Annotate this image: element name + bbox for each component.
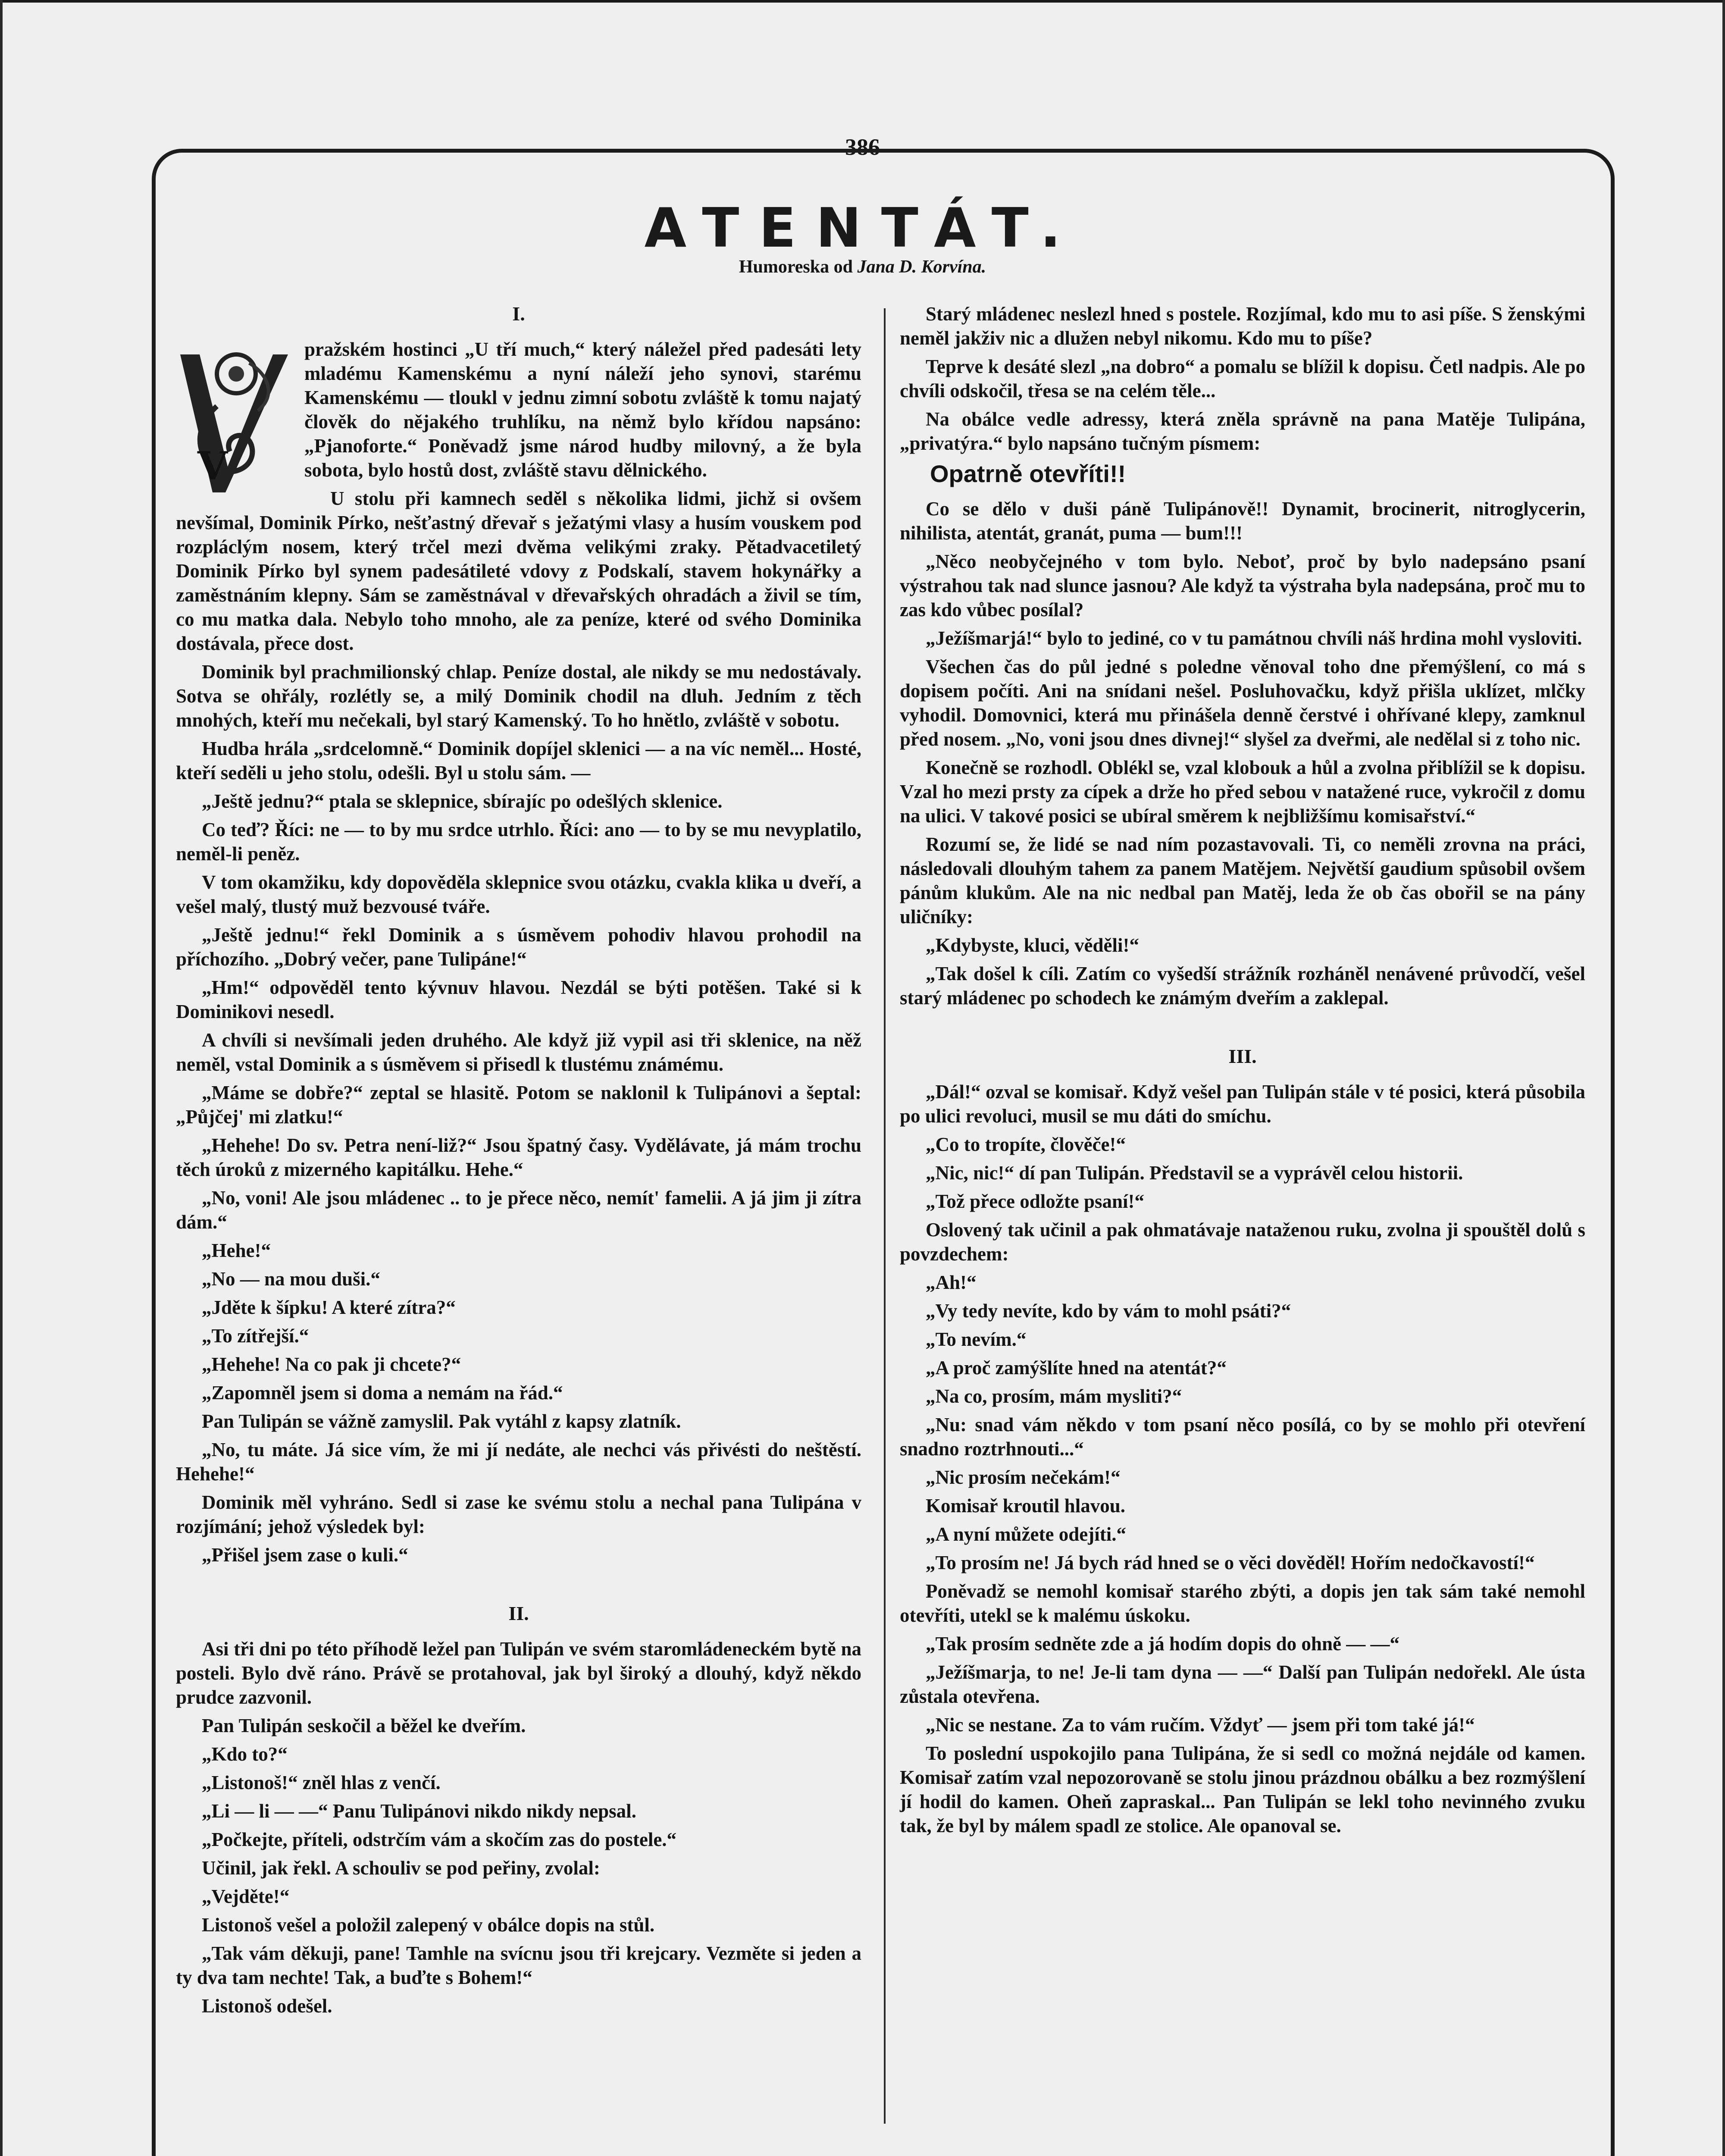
paragraph: „Ještě jednu!“ řekl Dominik a s úsměvem pohodiv hlavou prohodil na příchozího. „Dobrý večer, pane Tulipáne!“ — [176, 924, 861, 970]
paragraph: „Nic se nestane. Za to vám ručím. Vždyť — jsem při tom také já!“ — [926, 1714, 1475, 1736]
paragraph: „Hehehe! Do sv. Petra není-liž?“ Jsou špatný časy. Vydělávate, já mám trochu těch úroků z mizerného kapitálku. Hehe.“ — [176, 1134, 861, 1180]
paragraph: Oslovený tak učinil a pak ohmatávaje nataženou ruku, zvolna ji spouštěl dolů s povzdechem: — [900, 1219, 1585, 1265]
right-column — [900, 302, 1585, 2130]
scan-right-edge — [1722, 0, 1725, 2156]
paragraph: „To zítřejší.“ — [202, 1325, 309, 1347]
paragraph: „Ježíšmarjá!“ bylo to jediné, co v tu památnou chvíli náš hrdina mohl vysloviti. — [926, 627, 1582, 649]
paragraph: Dominik měl vyhráno. Sedl si zase ke svému stolu a nechal pana Tulipána v rozjímání; jehož výsledek byl: — [176, 1492, 861, 1537]
paragraph: Komisař kroutil hlavou. — [926, 1495, 1125, 1517]
paragraph: „Li — li — —“ Panu Tulipánovi nikdo nikdy nepsal. — [202, 1800, 636, 1822]
section-2-text — [176, 1637, 861, 2018]
paragraph: „Tož přece odložte psaní!“ — [926, 1191, 1145, 1212]
paragraph: Dominik byl prachmilionský chlap. Peníze dostal, ale nikdy se mu nedostávaly. Sotva se ohřály, rozlétly se, a milý Dominik chodil na dluh. Jedním z těch mnohých, kteří mu nečekali, byl starý Kamenský. To ho hnětlo, zvláště v sobotu. — [176, 661, 861, 731]
paragraph: „Zapomněl jsem si doma a nemám na řád.“ — [202, 1382, 563, 1404]
paragraph: A chvíli si nevšímali jeden druhého. Ale když již vypil asi tři sklenice, na něž neměl, vstal Dominik a s úsměvem si přisedl k tlustému známému. — [176, 1029, 861, 1075]
paragraph: „Ježíšmarja, to ne! Je-li tam dyna — —“ Další pan Tulipán nedořekl. Ale ústa zůstala otevřena. — [900, 1661, 1585, 1707]
paragraph: „No, tu máte. Já sice vím, že mi jí nedáte, ale nechci vás přivésti do neštěstí. Hehehe!“ — [176, 1439, 861, 1485]
paragraph: V tom okamžiku, kdy dopověděla sklepnice svou otázku, cvakla klika u dveří, a vešel malý, tlustý muž bezvousé tváře. — [176, 871, 861, 917]
paragraph: Co teď? Říci: ne — to by mu srdce utrhlo. Říci: ano — to by se mu nevyplatilo, neměl-li peněz. — [176, 819, 861, 865]
paragraph: „A nyní můžete odejíti.“ — [926, 1523, 1126, 1545]
paragraph: „Jděte k šípku! A které zítra?“ — [202, 1297, 456, 1318]
column-divider — [884, 308, 886, 2124]
paragraph: „Co to tropíte, člověče!“ — [926, 1134, 1126, 1155]
paragraph: „Přišel jsem zase o kuli.“ — [202, 1544, 408, 1566]
paragraph: pražském hostinci „U tří much,“ který náležel před padesáti lety mladému Kamenskému a nyní náleží jeho synovi, starému Kamenskému — tloukl v jednu zimní sobotu zvláště k tomu najatý člověk do nějakého truhlíku, na němž bylo křídou napsáno: „Pjanoforte.“ Poněvadž jsme národ hudby milovný, a že byla sobota, bylo hostů dost, zvláště stavu dělnického. — [304, 338, 861, 481]
section-2-continued — [900, 302, 1585, 455]
dropcap-letter: V — [197, 443, 228, 489]
paragraph: Na obálce vedle adressy, která zněla správně na pana Matěje Tulipána, „privatýra.“ bylo napsáno tučným písmem: — [900, 408, 1585, 454]
paragraph: „Tak vám děkuji, pane! Tamhle na svícnu jsou tři krejcary. Vezměte si jeden a ty dva tam nechte! Tak, a buďte s Bohem!“ — [176, 1943, 861, 1988]
paragraph: Všechen čas do půl jedné s poledne věnoval toho dne přemýšlení, co má s dopisem počíti. Ani na snídani nešel. Posluhovačku, když přišla uklízet, mlčky vyhodil. Domovnici, která mu přinášela denně čerstvé i ohřívané klepy, zamknul před nosem. „No, voni jsou dnes divnej!“ slyšel za dveřmi, ale nedělal si z toho nic. — [900, 656, 1585, 750]
paragraph: „No — na mou duši.“ — [202, 1268, 380, 1290]
paragraph: „Nu: snad vám někdo v tom psaní něco posílá, co by se mohlo při otevření snadno roztrhnouti...“ — [900, 1414, 1585, 1460]
article-title: ATENTÁT. — [644, 196, 1081, 260]
ornamental-dropcap — [172, 337, 297, 501]
paragraph: „To prosím ne! Já bych rád hned se o věci dověděl! Hořím nedočkavostí!“ — [926, 1552, 1535, 1573]
paragraph: Pan Tulipán se vážně zamyslil. Pak vytáhl z kapsy zlatník. — [202, 1410, 681, 1432]
paragraph: „Ještě jednu?“ ptala se sklepnice, sbírajíc po odešlých sklenice. — [202, 790, 723, 812]
paragraph: Co se dělo v duši páně Tulipánově!! Dynamit, brocinerit, nitroglycerin, nihilista, atentát, granát, puma — bum!!! — [900, 498, 1585, 544]
byline-author: Jana D. Korvína. — [857, 257, 986, 277]
paragraph: Poněvadž se nemohl komisař starého zbýti, a dopis jen tak sám také nemohl otevříti, utekl se k malému úskoku. — [900, 1580, 1585, 1626]
page-number: 386 — [845, 134, 880, 160]
paragraph: „Ah!“ — [926, 1272, 977, 1293]
paragraph: Listonoš odešel. — [202, 1995, 332, 2017]
section-2-after-warning — [900, 497, 1585, 1010]
paragraph: „Něco neobyčejného v tom bylo. Neboť, proč by bylo nadepsáno psaní výstrahou tak nad slunce jasnou? Ale když ta výstraha byla nadepsána, proč mu to zas kdo vůbec posílal? — [900, 551, 1585, 620]
paragraph: Hudba hrála „srdcelomně.“ Dominik dopíjel sklenici — a na víc neměl... Hosté, kteří seděli u jeho stolu, odešli. Byl u stolu sám. — — [176, 738, 861, 783]
paragraph: Teprve k desáté slezl „na dobro“ a pomalu se blížil k dopisu. Četl nadpis. Ale po chvíli odskočil, třesa se na celém těle... — [900, 356, 1585, 401]
paragraph: „Dál!“ ozval se komisař. Když vešel pan Tulipán stále v té posici, která působila po ulici revoluci, musil se mu dáti do smíchu. — [900, 1081, 1585, 1127]
paragraph: „Hm!“ odpověděl tento kývnuv hlavou. Nezdál se býti potěšen. Také si k Dominikovi nesedl. — [176, 977, 861, 1022]
paragraph: „Vejděte!“ — [202, 1886, 290, 1907]
section-1-text — [176, 337, 861, 1567]
paragraph: „Listonoš!“ zněl hlas z venčí. — [202, 1772, 441, 1793]
paragraph: „Počkejte, příteli, odstrčím vám a skočím zas do postele.“ — [202, 1829, 677, 1850]
paragraph: „A proč zamýšlíte hned na atentát?“ — [926, 1357, 1227, 1379]
paragraph: Starý mládenec neslezl hned s postele. Rozjímal, kdo mu to asi píše. S ženskými neměl jakživ nic a dlužen nebyl nikomu. Kdo mu to píše? — [900, 303, 1585, 349]
paragraph: U stolu při kamnech seděl s několika lidmi, jichž si ovšem nevšímal, Dominik Pírko, nešťastný dřevař s ježatými vlasy a husím vouskem pod rozpláclým nosem, který trčel mezi dvěma velikými zraky. Pětadvacetiletý Dominik Pírko byl synem padesátileté vdovy z Podskalí, stavem hokynářky a zaměstnáním klepny. Sám se zaměstnával v dřevařských ohradách a živil se tím, co mu matka dala. Nebylo toho mnoho, ale za peníze, které od svého Dominika dostávala, přece dost. — [176, 488, 861, 654]
paragraph: „Nic, nic!“ dí pan Tulipán. Představil se a vyprávěl celou historii. — [926, 1162, 1463, 1184]
paragraph: „Nic prosím nečekám!“ — [926, 1467, 1121, 1488]
paragraph: „Máme se dobře?“ zeptal se hlasitě. Potom se naklonil k Tulipánovi a šeptal: „Půjčej' mi zlatku!“ — [176, 1082, 861, 1128]
paragraph: „Kdo to?“ — [202, 1743, 288, 1765]
paragraph: To poslední uspokojilo pana Tulipána, že si sedl co možná nejdále od kamen. Komisař zatím vzal nepozorovaně se stolu jinou prázdnou obálku a bez rozmýšlení jí hodil do kamen. Oheň zapraskal... Pan Tulipán se lekl toho nevinného zvuku tak, že byl by málem spadl ze stolice. Ale opanoval se. — [900, 1742, 1585, 1836]
paragraph: „To nevím.“ — [926, 1329, 1027, 1350]
section-heading-3: III. — [1228, 1045, 1257, 1067]
left-column — [176, 302, 861, 2130]
paragraph: Rozumí se, že lidé se nad ním pozastavovali. Ti, co neměli zrovna na práci, následovali dlouhým tahem za panem Matějem. Největší gaudium spůsobil ovšem pánům klukům. Ale na nic nedbal pan Matěj, leda že ob čas obořil se na pány uličníky: — [900, 834, 1585, 928]
scan-left-edge — [0, 0, 3, 2156]
paragraph: Učinil, jak řekl. A schouliv se pod peřiny, zvolal: — [202, 1857, 600, 1879]
scan-top-edge — [0, 0, 1725, 3]
paragraph: Pan Tulipán seskočil a běžel ke dveřím. — [202, 1715, 526, 1736]
paragraph: „Tak prosím sedněte zde a já hodím dopis do ohně — —“ — [926, 1633, 1399, 1655]
section-3-text — [900, 1080, 1585, 1838]
paragraph: „No, voni! Ale jsou mládenec .. to je přece něco, nemít' famelii. A já jim ji zítra dám.“ — [176, 1187, 861, 1233]
dropcap-ornament-icon — [172, 337, 297, 501]
paragraph: „Hehehe! Na co pak ji chcete?“ — [202, 1354, 461, 1375]
paragraph: „Hehe!“ — [202, 1240, 271, 1261]
paragraph: „Kdybyste, kluci, věděli!“ — [926, 934, 1140, 956]
paragraph: „Na co, prosím, mám mysliti?“ — [926, 1385, 1182, 1407]
envelope-warning: Opatrně otevříti!! — [930, 460, 1126, 487]
paragraph: Konečně se rozhodl. Oblékl se, vzal klobouk a hůl a zvolna přiblížil se k dopisu. Vzal ho mezi prsty za cípek a drže ho před sebou v natažené ruce, vykročil z domu na ulici. V takové posici se ubíral směrem k nejbližšímu komisařství.“ — [900, 757, 1585, 827]
section-heading-2: II. — [508, 1602, 529, 1624]
byline-prefix: Humoreska od — [739, 257, 853, 277]
paragraph: „Vy tedy nevíte, kdo by vám to mohl psáti?“ — [926, 1300, 1291, 1322]
article-byline — [0, 257, 1725, 277]
paragraph: „Tak došel k cíli. Zatím co vyšedší strážník rozháněl nenávené průvodčí, vešel starý mládenec po schodech ke známým dveřím a zaklepal. — [900, 963, 1585, 1009]
paragraph: Listonoš vešel a položil zalepený v obálce dopis na stůl. — [202, 1914, 655, 1936]
section-heading-1: I. — [512, 303, 525, 325]
paragraph: Asi tři dni po této příhodě ležel pan Tulipán ve svém staromládeneckém bytě na posteli. Bylo dvě ráno. Právě se protahoval, jak byl široký a dlouhý, když někdo prudce zazvonil. — [176, 1638, 861, 1708]
